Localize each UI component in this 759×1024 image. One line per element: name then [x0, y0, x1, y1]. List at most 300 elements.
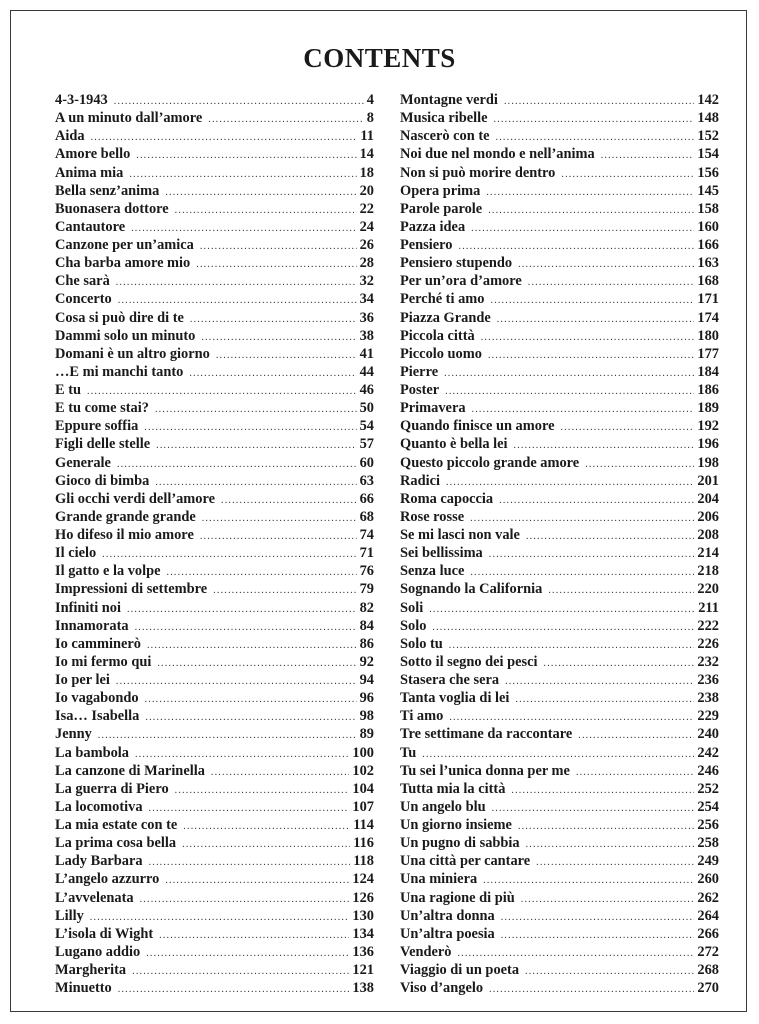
dot-leader: [526, 836, 695, 854]
page-title: CONTENTS: [303, 43, 456, 73]
toc-entry-title: …E mi manchi tanto: [55, 363, 184, 380]
toc-entry: [400, 562, 719, 580]
toc-entry-title: Pensiero stupendo: [400, 255, 513, 272]
toc-entry: [55, 744, 374, 762]
dot-leader: [488, 347, 694, 365]
dot-leader: [175, 782, 350, 800]
toc-entry: [400, 943, 719, 961]
toc-entry-title: Nascerò con te: [400, 128, 490, 145]
toc-entry-page-number: 266: [697, 925, 719, 942]
toc-entry-page-number: 114: [353, 817, 374, 833]
dot-leader: [472, 401, 695, 419]
dot-leader: [116, 673, 357, 691]
toc-entry: [400, 816, 719, 834]
toc-entry-page-number: 246: [697, 762, 719, 779]
dot-leader: [449, 709, 694, 727]
dot-leader: [114, 93, 364, 111]
dot-leader: [459, 238, 695, 256]
toc-entry-title: La guerra di Piero: [55, 780, 169, 797]
toc-entry: [55, 979, 374, 997]
dot-leader: [457, 945, 694, 963]
toc-entry-page-number: 252: [697, 780, 719, 797]
dot-leader: [514, 437, 695, 455]
toc-entry-page-number: 84: [359, 617, 374, 634]
toc-entry: [400, 218, 719, 236]
toc-entry-page-number: 76: [359, 563, 374, 580]
toc-entry: [400, 91, 719, 109]
dot-leader: [490, 292, 694, 310]
toc-entry-title: Questo piccolo grande amore: [400, 454, 580, 471]
toc-entry: [55, 91, 374, 109]
toc-entry-page-number: 130: [352, 907, 374, 924]
toc-entry: [55, 961, 374, 979]
toc-entry-page-number: 68: [359, 508, 374, 525]
toc-entry-title: Pensiero: [400, 237, 453, 253]
toc-entry-page-number: 24: [359, 218, 374, 235]
toc-entry: [400, 145, 719, 163]
toc-entry-page-number: 94: [359, 672, 374, 688]
dot-leader: [98, 727, 357, 745]
toc-entry-page-number: 118: [353, 853, 374, 870]
dot-leader: [175, 202, 357, 220]
toc-entry-title: Figli delle stelle: [55, 436, 151, 453]
toc-entry-page-number: 46: [359, 382, 374, 398]
toc-entry: [55, 689, 374, 707]
toc-entry-title: Un’altra donna: [400, 907, 495, 924]
toc-entry-page-number: 206: [697, 508, 719, 525]
toc-entry: [55, 562, 374, 580]
toc-entry-page-number: 116: [353, 835, 374, 852]
toc-entry-title: Venderò: [400, 943, 452, 960]
toc-entry: [55, 707, 374, 725]
toc-entry-page-number: 32: [359, 273, 374, 290]
toc-entry: [55, 580, 374, 598]
dot-leader: [578, 727, 694, 745]
dot-leader: [211, 764, 350, 782]
toc-entry: [55, 599, 374, 617]
toc-entry-page-number: 236: [697, 672, 719, 688]
toc-entry-page-number: 218: [697, 563, 719, 580]
toc-entry-page-number: 4: [366, 92, 374, 108]
dot-leader: [202, 510, 357, 528]
toc-entry: [55, 635, 374, 653]
dot-leader: [91, 129, 358, 147]
dot-leader: [483, 872, 694, 890]
toc-entry-title: Solo: [400, 617, 427, 634]
toc-entry-title: Domani è un altro giorno: [55, 345, 210, 362]
toc-entry-page-number: 28: [359, 255, 374, 272]
toc-entry-page-number: 264: [697, 907, 719, 924]
toc-entry-page-number: 156: [697, 164, 719, 181]
toc-entry-page-number: 198: [697, 454, 719, 471]
toc-entry-title: Viaggio di un poeta: [400, 962, 520, 978]
dot-leader: [155, 474, 356, 492]
toc-entry-title: Per un’ora d’amore: [400, 273, 522, 290]
toc-entry-title: Aida: [55, 128, 85, 145]
toc-entry-page-number: 268: [697, 962, 719, 978]
toc-entry-title: Bella senz’anima: [55, 182, 160, 199]
dot-leader: [87, 383, 357, 401]
toc-entry-page-number: 211: [698, 599, 719, 616]
dot-leader: [449, 637, 695, 655]
toc-entry-page-number: 66: [359, 490, 374, 507]
dot-leader: [129, 166, 356, 184]
toc-column-right: [400, 91, 719, 997]
dot-leader: [200, 238, 357, 256]
toc-entry-title: Dammi solo un minuto: [55, 327, 196, 344]
toc-entry-title: Tutta mia la città: [400, 780, 506, 797]
dot-leader: [144, 419, 356, 437]
dot-leader: [576, 764, 694, 782]
dot-leader: [601, 147, 695, 165]
toc-entry: [400, 599, 719, 617]
toc-entry-page-number: 148: [697, 110, 719, 127]
toc-entry-title: Anima mia: [55, 164, 124, 181]
toc-entry-page-number: 177: [697, 345, 719, 362]
toc-entry: [55, 780, 374, 798]
toc-entry: [400, 526, 719, 544]
toc-entry-title: Io mi fermo qui: [55, 653, 152, 670]
toc-entry: [55, 145, 374, 163]
dot-leader: [140, 891, 350, 909]
dot-leader: [486, 184, 694, 202]
dot-leader: [445, 383, 694, 401]
toc-entry: [400, 290, 719, 308]
toc-entry-title: Piccolo uomo: [400, 345, 482, 362]
toc-entry: [400, 272, 719, 290]
toc-entry: [55, 200, 374, 218]
toc-entry-title: Io camminerò: [55, 635, 141, 652]
toc-column-left: [55, 91, 374, 997]
toc-entry-title: L’angelo azzurro: [55, 871, 160, 888]
toc-entry-title: Gioco di bimba: [55, 472, 150, 489]
toc-entry-page-number: 121: [352, 962, 374, 978]
toc-entry-page-number: 20: [359, 182, 374, 199]
toc-entry: [400, 798, 719, 816]
dot-leader: [470, 564, 694, 582]
toc-entry-title: Un giorno insieme: [400, 817, 512, 833]
toc-entry-page-number: 36: [359, 309, 374, 326]
toc-entry: [400, 780, 719, 798]
toc-entry-title: Non si può morire dentro: [400, 164, 556, 181]
dot-leader: [488, 202, 694, 220]
toc-entry-title: Ti amo: [400, 708, 444, 725]
toc-entry: [400, 345, 719, 363]
toc-entry-title: Generale: [55, 454, 111, 471]
dot-leader: [196, 256, 356, 274]
toc-entry: [55, 834, 374, 852]
toc-entry: [400, 127, 719, 145]
dot-leader: [135, 746, 349, 764]
toc-entry-page-number: 226: [697, 635, 719, 652]
toc-entry: [400, 254, 719, 272]
toc-entry: [55, 182, 374, 200]
toc-entry: [400, 635, 719, 653]
toc-entry: [55, 870, 374, 888]
toc-entry: [55, 852, 374, 870]
toc-entry: [55, 363, 374, 381]
toc-entry-page-number: 102: [352, 762, 374, 779]
toc-entry-title: Un angelo blu: [400, 798, 486, 815]
toc-entry-page-number: 60: [359, 454, 374, 471]
toc-entry-page-number: 160: [697, 218, 719, 235]
dot-leader: [504, 93, 694, 111]
toc-entry-title: Un pugno di sabbia: [400, 835, 520, 852]
toc-entry: [55, 490, 374, 508]
toc-entry: [400, 200, 719, 218]
dot-leader: [102, 546, 356, 564]
toc-entry-title: La canzone di Marinella: [55, 762, 205, 779]
toc-entry-page-number: 152: [697, 128, 719, 145]
toc-entry: [400, 852, 719, 870]
toc-entry-page-number: 249: [697, 853, 719, 870]
toc-entry-page-number: 270: [697, 980, 719, 997]
toc-entry: [55, 454, 374, 472]
toc-entry-page-number: 242: [697, 744, 719, 761]
toc-entry-page-number: 258: [697, 835, 719, 852]
toc-entry-title: Sotto il segno dei pesci: [400, 653, 538, 670]
toc-entry-page-number: 262: [697, 889, 719, 906]
toc-entry-title: Margherita: [55, 962, 127, 978]
toc-entry-page-number: 14: [359, 146, 374, 163]
toc-entry: [55, 653, 374, 671]
toc-entry-title: Parole parole: [400, 200, 483, 217]
toc-entry-title: Musica ribelle: [400, 110, 488, 127]
toc-entry-title: Il cielo: [55, 545, 97, 562]
toc-entry-page-number: 220: [697, 581, 719, 598]
toc-entry: [55, 816, 374, 834]
dot-leader: [518, 818, 694, 836]
toc-entry-title: 4-3-1943: [55, 92, 108, 108]
dot-leader: [157, 655, 356, 673]
dot-leader: [446, 474, 694, 492]
toc-entry-title: Pierre: [400, 363, 439, 380]
toc-entry-page-number: 184: [697, 363, 719, 380]
toc-entry-page-number: 174: [697, 309, 719, 326]
toc-entry: [55, 327, 374, 345]
toc-entry-page-number: 238: [697, 690, 719, 707]
dot-leader: [515, 691, 694, 709]
toc-entry: [55, 164, 374, 182]
toc-entry-title: Infiniti noi: [55, 599, 121, 616]
toc-entry-title: Lugano addio: [55, 943, 141, 960]
toc-entry: [400, 907, 719, 925]
toc-entry-title: Lilly: [55, 907, 84, 924]
toc-entry-title: Cantautore: [55, 218, 126, 235]
toc-entry: [400, 236, 719, 254]
toc-entry-title: Jenny: [55, 726, 92, 743]
dot-leader: [165, 184, 356, 202]
toc-entry-title: Sei bellissima: [400, 545, 483, 562]
toc-entry-page-number: 196: [697, 436, 719, 453]
toc-entry-page-number: 256: [697, 817, 719, 833]
toc-entry-title: Io vagabondo: [55, 690, 139, 707]
toc-entry-page-number: 86: [359, 635, 374, 652]
toc-entry: [55, 725, 374, 743]
toc-entry-title: Roma capoccia: [400, 490, 494, 507]
toc-entry: [400, 454, 719, 472]
toc-entry-page-number: 63: [359, 472, 374, 489]
toc-entry: [400, 544, 719, 562]
toc-entry: [400, 508, 719, 526]
dot-leader: [560, 419, 694, 437]
toc-entry-page-number: 208: [697, 527, 719, 543]
toc-entry-page-number: 134: [352, 925, 374, 942]
toc-entry-title: Perché ti amo: [400, 291, 485, 308]
toc-entry: [400, 744, 719, 762]
toc-entry: [55, 798, 374, 816]
toc-entry-title: Eppure soffia: [55, 418, 139, 435]
toc-entry-page-number: 272: [697, 943, 719, 960]
toc-entry-title: La prima cosa bella: [55, 835, 177, 852]
toc-entry-page-number: 260: [697, 871, 719, 888]
dot-leader: [548, 582, 694, 600]
toc-entry-page-number: 138: [352, 980, 374, 997]
dot-leader: [116, 274, 357, 292]
dot-leader: [525, 963, 694, 981]
toc-entry: [400, 417, 719, 435]
toc-entry: [400, 617, 719, 635]
toc-entry-page-number: 100: [352, 744, 374, 761]
toc-entry-page-number: 166: [697, 237, 719, 253]
toc-entry: [400, 109, 719, 127]
dot-leader: [494, 111, 695, 129]
toc-entry-page-number: 98: [359, 708, 374, 725]
dot-leader: [496, 129, 695, 147]
dot-leader: [132, 963, 349, 981]
toc-entry: [55, 472, 374, 490]
toc-entry-page-number: 96: [359, 690, 374, 707]
dot-leader: [149, 854, 351, 872]
dot-leader: [159, 927, 349, 945]
dot-leader: [127, 601, 357, 619]
toc-entry: [55, 345, 374, 363]
toc-entry-title: Innamorata: [55, 617, 129, 634]
toc-entry: [400, 164, 719, 182]
toc-entry: [55, 236, 374, 254]
toc-entry-title: Piazza Grande: [400, 309, 491, 326]
dot-leader: [155, 401, 357, 419]
toc-entry-page-number: 74: [359, 527, 374, 543]
toc-entry-page-number: 11: [360, 128, 374, 145]
toc-entry: [400, 925, 719, 943]
dot-leader: [145, 691, 357, 709]
toc-entry-title: Tu sei l’unica donna per me: [400, 762, 570, 779]
toc-entry-page-number: 222: [697, 617, 719, 634]
toc-entry-page-number: 22: [359, 200, 374, 217]
toc-entry: [400, 327, 719, 345]
toc-entry-page-number: 44: [359, 363, 374, 380]
dot-leader: [190, 311, 357, 329]
dot-leader: [165, 872, 349, 890]
dot-leader: [536, 854, 694, 872]
toc-entry-title: Il gatto e la volpe: [55, 563, 161, 580]
toc-entry-title: Grande grande grande: [55, 508, 196, 525]
toc-entry-page-number: 34: [359, 291, 374, 308]
toc-entry: [400, 870, 719, 888]
toc-entry: [55, 617, 374, 635]
toc-entry: [400, 762, 719, 780]
toc-entry-title: Rose rosse: [400, 508, 465, 525]
dot-leader: [521, 891, 695, 909]
toc-entry: [55, 526, 374, 544]
toc-entry-title: Buonasera dottore: [55, 200, 169, 217]
dot-leader: [135, 619, 357, 637]
toc-entry-title: Gli occhi verdi dell’amore: [55, 490, 215, 507]
toc-entry-title: Canzone per un’amica: [55, 237, 194, 253]
dot-leader: [147, 637, 357, 655]
toc-entry: [400, 889, 719, 907]
toc-entry-page-number: 232: [697, 653, 719, 670]
dot-leader: [213, 582, 356, 600]
toc-entry: [55, 272, 374, 290]
dot-leader: [471, 220, 694, 238]
toc-entry-page-number: 201: [697, 472, 719, 489]
toc-entry: [400, 961, 719, 979]
dot-leader: [518, 256, 694, 274]
toc-entry-page-number: 158: [697, 200, 719, 217]
toc-entry: [55, 762, 374, 780]
dot-leader: [149, 800, 350, 818]
toc-entry-page-number: 89: [359, 726, 374, 743]
dot-leader: [136, 147, 356, 165]
toc-entry-title: Poster: [400, 382, 440, 398]
dot-leader: [156, 437, 356, 455]
toc-entry-title: Primavera: [400, 400, 466, 417]
toc-entry-title: Cosa si può dire di te: [55, 309, 184, 326]
toc-entry: [55, 417, 374, 435]
toc-entry-title: Cha barba amore mio: [55, 255, 191, 272]
dot-leader: [501, 927, 695, 945]
dot-leader: [585, 456, 694, 474]
toc-entry-page-number: 240: [697, 726, 719, 743]
toc-entry: [55, 435, 374, 453]
toc-entry: [400, 979, 719, 997]
toc-entry-page-number: 180: [697, 327, 719, 344]
toc-entry: [400, 725, 719, 743]
toc-entry-title: E tu: [55, 382, 81, 398]
dot-leader: [200, 528, 357, 546]
toc-entry-title: Senza luce: [400, 563, 465, 580]
toc-entry-title: Tu: [400, 744, 417, 761]
dot-leader: [201, 329, 356, 347]
toc-entry-page-number: 104: [352, 780, 374, 797]
dot-leader: [117, 456, 357, 474]
dot-leader: [118, 292, 357, 310]
toc-entry-page-number: 41: [359, 345, 374, 362]
toc-entry-page-number: 107: [352, 798, 374, 815]
dot-leader: [544, 655, 695, 673]
toc-entry-page-number: 189: [697, 400, 719, 417]
toc-entry-title: A un minuto dall’amore: [55, 110, 203, 127]
dot-leader: [497, 311, 695, 329]
toc-entry-title: Tanta voglia di lei: [400, 690, 510, 707]
dot-leader: [432, 619, 694, 637]
toc-entry-page-number: 142: [697, 92, 719, 108]
toc-entry-page-number: 192: [697, 418, 719, 435]
toc-entry: [400, 309, 719, 327]
toc-entry: [55, 889, 374, 907]
dot-leader: [489, 981, 694, 999]
toc-entry-title: Impressioni di settembre: [55, 581, 208, 598]
toc-entry-title: La mia estate con te: [55, 817, 178, 833]
dot-leader: [470, 510, 694, 528]
toc-entry-title: Quando finisce un amore: [400, 418, 555, 435]
toc-entry-title: Una città per cantare: [400, 853, 531, 870]
toc-entry-title: Viso d’angelo: [400, 980, 484, 997]
toc-entry: [400, 435, 719, 453]
toc-entry-title: Stasera che sera: [400, 672, 500, 688]
